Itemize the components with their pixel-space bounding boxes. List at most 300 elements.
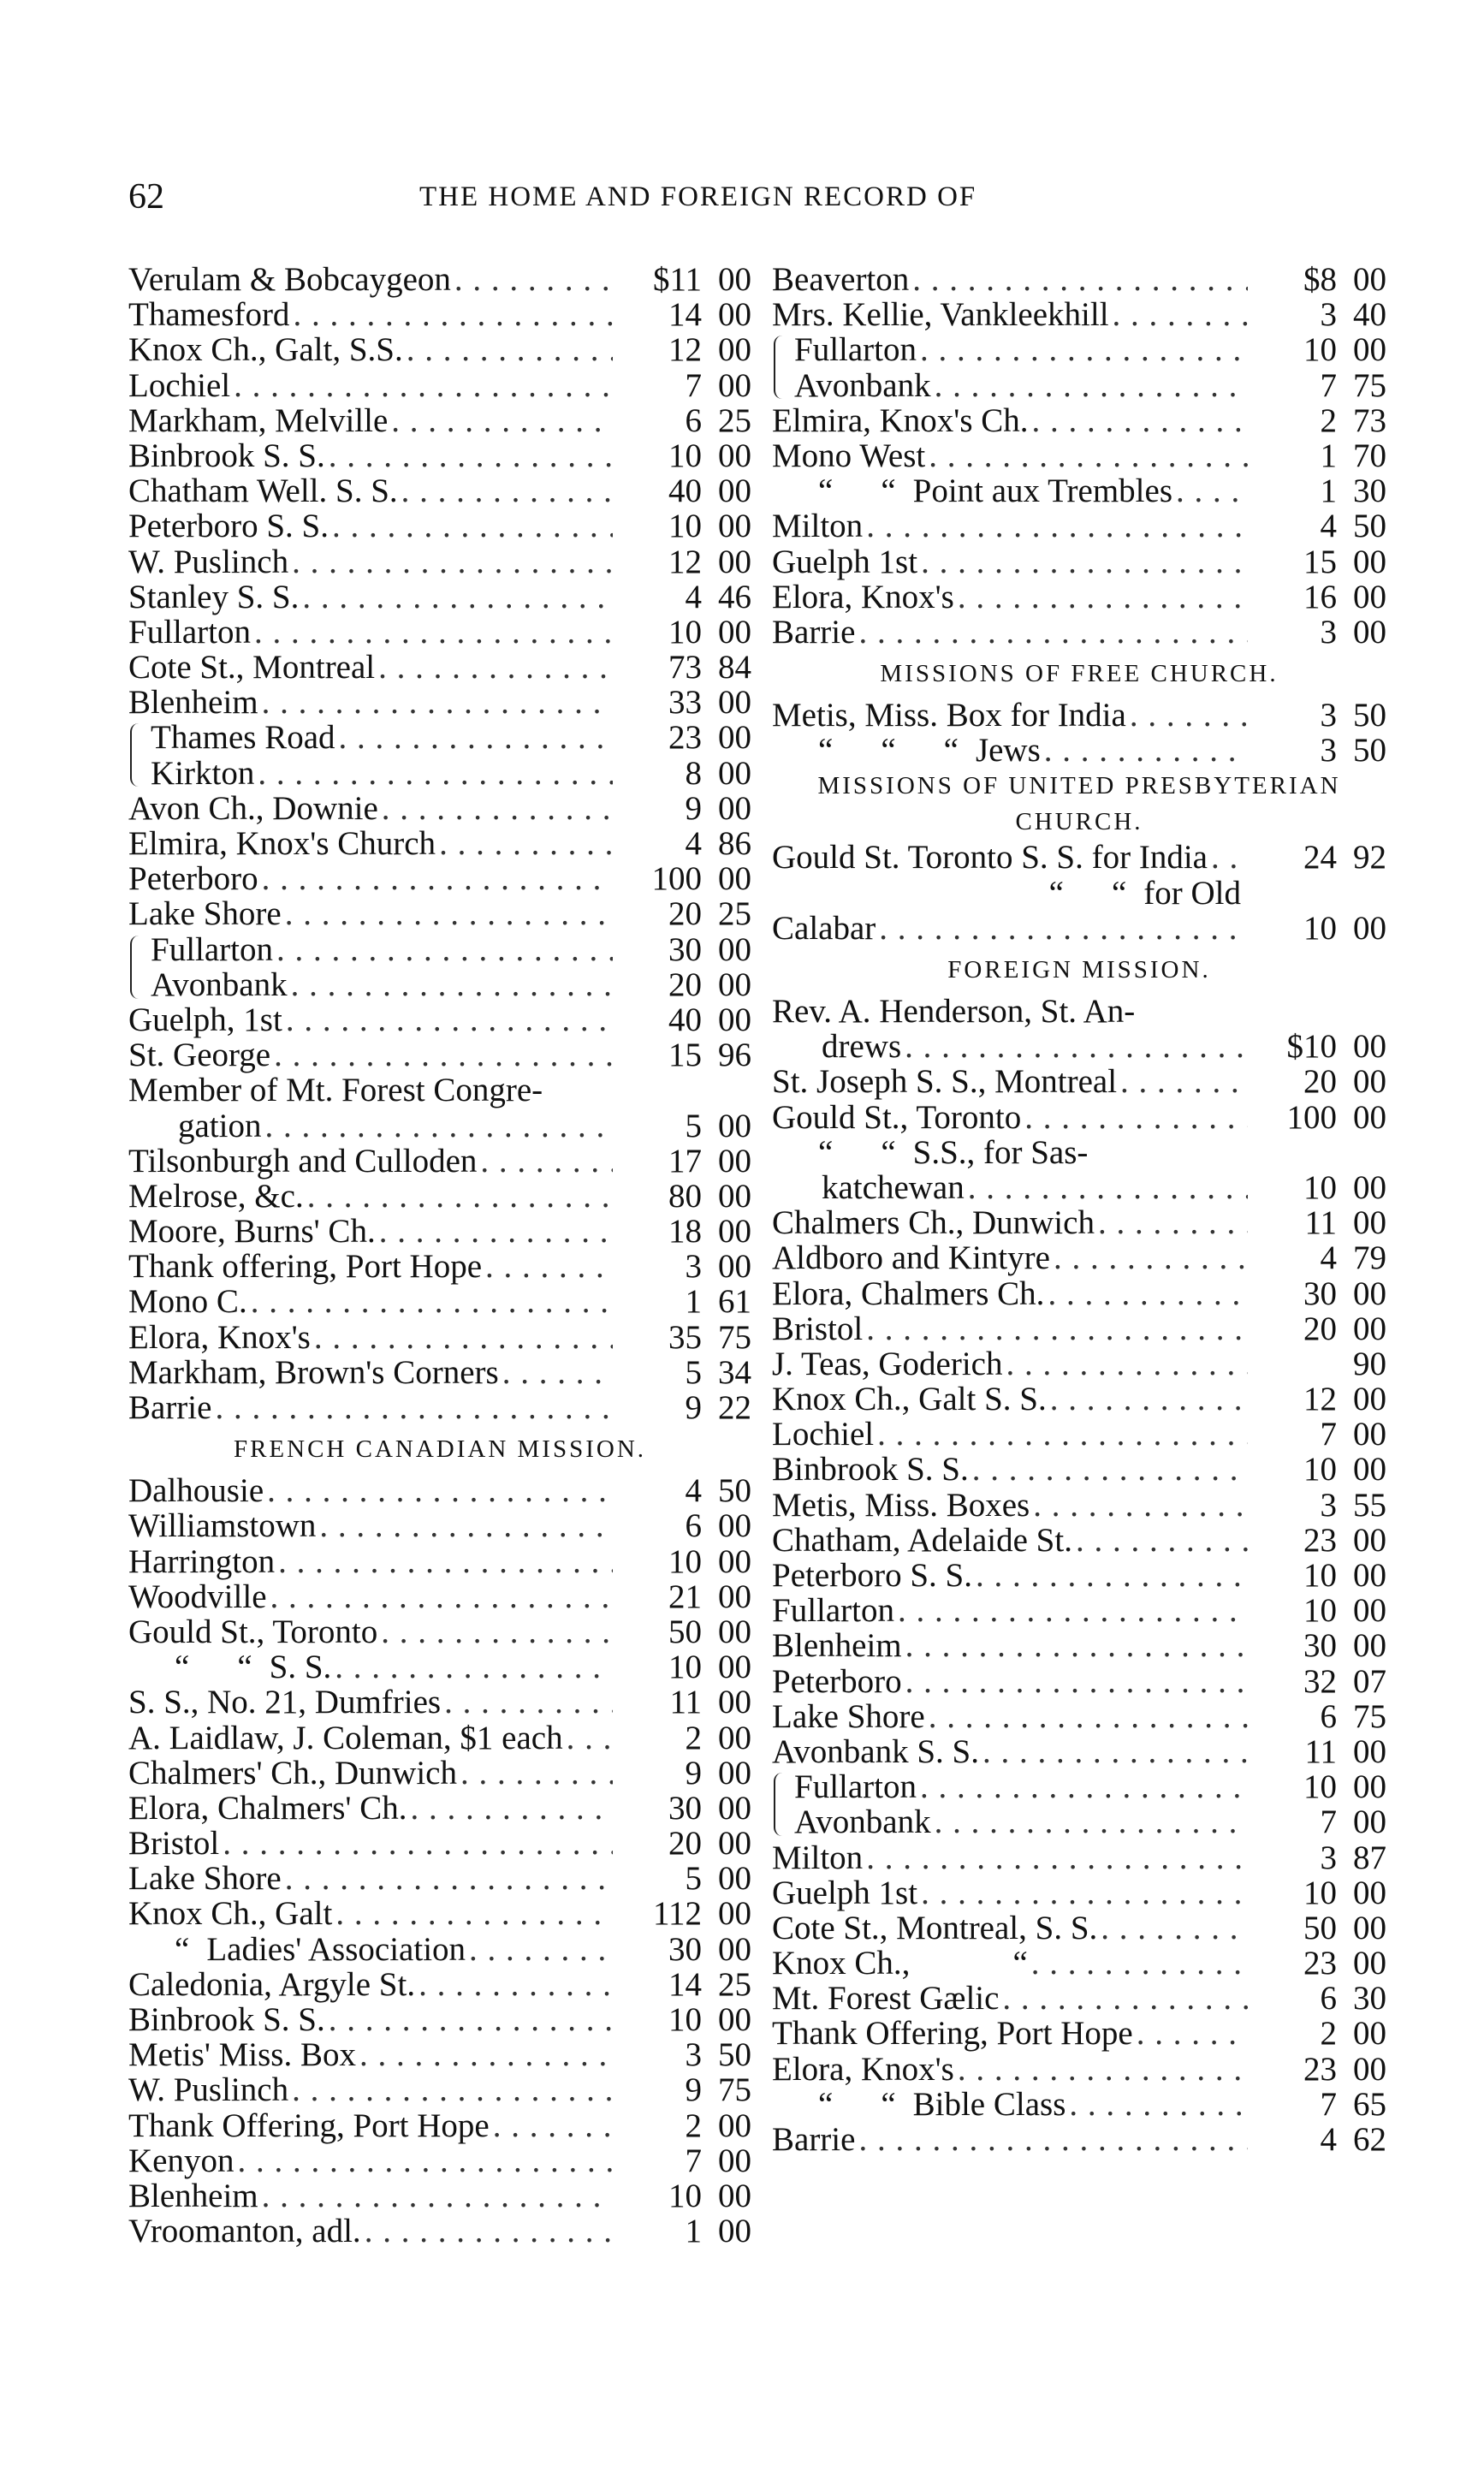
amount-dollars: 33 [668, 684, 702, 722]
entry-line [128, 1073, 751, 1108]
ledger-entry [128, 1614, 751, 1649]
ditto-marks [772, 1135, 913, 1170]
amount-dollars: 3 [1320, 1839, 1337, 1876]
amount-cents: 00 [1353, 1521, 1386, 1559]
entry-line [772, 297, 1386, 332]
ledger-entry [128, 1320, 751, 1355]
ditto-marks [1003, 876, 1144, 911]
leader-dots [920, 332, 1248, 367]
leader-dots [1002, 1981, 1248, 2016]
entry-name: Thank Offering, Port Hope [128, 2107, 490, 2144]
ledger-entry [128, 2108, 751, 2143]
entry-name: Moore, Burns' Ch. [128, 1213, 376, 1251]
amount-cents: 00 [718, 684, 751, 722]
entry-name: Beaverton [772, 261, 910, 298]
leader-dots [929, 1699, 1248, 1734]
ledger-entry [772, 1946, 1386, 1981]
leader-dots [278, 1544, 613, 1579]
entry-line [772, 2016, 1386, 2051]
entry-line [772, 1276, 1386, 1311]
leader-dots [567, 1720, 613, 1756]
amount-dollars: 7 [1320, 1416, 1337, 1453]
ledger-entry [128, 967, 751, 1002]
amount-dollars: 30 [668, 1930, 702, 1968]
leader-dots [378, 650, 613, 685]
ledger-entry [128, 1791, 751, 1826]
amount-dollars: 23 [1303, 1945, 1337, 1982]
ledger-entry [772, 1205, 1386, 1240]
ledger-entry [128, 1037, 751, 1073]
entry-name: St. Joseph S. S., Montreal [772, 1063, 1118, 1101]
amount-cents: 00 [1353, 1416, 1386, 1453]
entry-line [772, 1240, 1386, 1275]
entry-line [772, 544, 1386, 579]
leader-dots [292, 544, 613, 579]
leader-dots [905, 1628, 1248, 1663]
leader-dots [858, 2122, 1248, 2157]
amount-cents: 75 [718, 2071, 751, 2109]
amount-dollars: 9 [685, 789, 702, 827]
entry-name: Verulam & Bobcaygeon [128, 261, 451, 298]
amount-cents: 00 [718, 1930, 751, 1968]
entry-line [128, 1249, 751, 1284]
entry-line [128, 1508, 751, 1543]
entry-line [128, 332, 751, 367]
ledger-entry [772, 508, 1386, 544]
amount-dollars: 3 [1320, 697, 1337, 734]
leader-dots [480, 1144, 613, 1179]
leader-dots [251, 1284, 613, 1319]
ledger-entry [772, 1311, 1386, 1346]
amount-dollars: 17 [668, 1142, 702, 1180]
ledger-entry [128, 615, 751, 650]
entry-line [128, 2037, 751, 2072]
ditto-mark: “ [881, 1133, 896, 1171]
ledger-entry [772, 1488, 1386, 1523]
entry-name: Chalmers Ch., Dunwich [772, 1204, 1095, 1242]
ledger-entry [128, 650, 751, 685]
ditto-mark: “ [943, 732, 959, 770]
amount-dollars: 24 [1303, 839, 1337, 876]
entry-name-line: Member of Mt. Forest Congre- [128, 1072, 543, 1109]
amount-dollars: 1 [685, 2213, 702, 2250]
entry-line [772, 2087, 1386, 2122]
amount-dollars: 11 [1304, 1204, 1337, 1242]
entry-line [128, 544, 751, 579]
entry-name: Fullarton [151, 930, 273, 968]
entry-name: gation [178, 1107, 262, 1144]
amount-dollars: 12 [1303, 1381, 1337, 1418]
ledger-entry [128, 368, 751, 403]
ledger-entry [128, 1249, 751, 1284]
ledger-entry [772, 994, 1386, 1064]
ditto-mark: “ [818, 2085, 834, 2123]
ledger-entry [128, 1508, 751, 1543]
entry-name: S. S., No. 21, Dumfries [128, 1684, 442, 1721]
entry-line [128, 262, 751, 297]
entry-line [128, 1320, 751, 1355]
ledger-entry [128, 262, 751, 297]
leader-dots [958, 579, 1248, 615]
amount-cents: 00 [718, 1684, 751, 1721]
amount-cents: 40 [1353, 296, 1386, 334]
amount-dollars: 10 [1303, 1168, 1337, 1206]
amount-cents: 00 [718, 1789, 751, 1827]
amount-cents: 00 [718, 1001, 751, 1038]
entry-name: Blenheim [772, 1627, 902, 1665]
ledger-entry [128, 932, 751, 967]
entry-line [772, 1346, 1386, 1382]
amount-cents: 50 [718, 1472, 751, 1510]
entry-line [128, 1896, 751, 1931]
amount-dollars: 30 [1303, 1275, 1337, 1312]
entry-name: Avonbank [794, 366, 931, 404]
amount-cents: 90 [1353, 1345, 1386, 1382]
ledger-entry [128, 1390, 751, 1425]
entry-name: St. George [128, 1037, 271, 1074]
ledger-entry [772, 1558, 1386, 1593]
amount-cents: 25 [718, 401, 751, 439]
leader-dots [935, 368, 1248, 403]
entry-name: Binbrook S. S. [128, 437, 325, 474]
entry-line [772, 1558, 1386, 1593]
amount-cents: 07 [1353, 1662, 1386, 1700]
amount-dollars: 1 [1320, 437, 1337, 474]
ditto-mark: “ [818, 1133, 834, 1171]
amount-dollars: 10 [668, 2001, 702, 2038]
amount-dollars: 40 [668, 472, 702, 510]
leader-dots [215, 1390, 613, 1425]
entry-line [772, 1382, 1386, 1417]
leader-dots [286, 1002, 613, 1037]
leader-dots [1211, 840, 1248, 875]
entry-name: Fullarton [128, 613, 251, 651]
ledger-entry [772, 1417, 1386, 1452]
leader-dots [382, 791, 613, 826]
amount-cents: 75 [1353, 1697, 1386, 1735]
ledger-entry [772, 2087, 1386, 2122]
ledger-entry [128, 1179, 751, 1214]
entry-line [772, 1593, 1386, 1628]
amount-cents: 00 [718, 543, 751, 580]
entry-name: Guelph, 1st [128, 1001, 282, 1038]
amount-cents: 65 [1353, 2085, 1386, 2123]
entry-name: Milton [772, 508, 864, 545]
entry-name: Gould St., Toronto [128, 1613, 378, 1650]
ditto-mark: “ [1048, 874, 1064, 912]
entry-line [772, 579, 1386, 615]
entry-name: Binbrook S. S. [128, 2001, 325, 2038]
leader-dots [1098, 1205, 1248, 1240]
entry-line [772, 1699, 1386, 1734]
leader-dots [493, 2108, 613, 2143]
ledger-entry [128, 861, 751, 896]
leader-dots [293, 297, 613, 332]
ledger-entry [772, 733, 1386, 768]
leader-dots [1137, 2016, 1248, 2051]
amount-cents: 00 [718, 754, 751, 792]
entry-name: Thank Offering, Port Hope [772, 2015, 1133, 2053]
ledger-entry [128, 1826, 751, 1861]
entry-name: Thank offering, Port Hope [128, 1248, 483, 1286]
leader-dots [274, 1037, 613, 1073]
ledger-entry [772, 262, 1386, 297]
ditto-mark: “ [175, 1930, 190, 1968]
amount-cents: 61 [718, 1283, 751, 1321]
amount-cents: 75 [718, 1318, 751, 1356]
leader-dots [254, 615, 613, 650]
entry-line [128, 1144, 751, 1179]
entry-name: Guelph 1st [772, 543, 918, 580]
amount-dollars: 10 [1303, 331, 1337, 369]
entry-line [128, 932, 751, 967]
amount-dollars: 1 [685, 1283, 702, 1321]
entry-name: Jews [975, 732, 1041, 770]
leader-dots [1130, 698, 1248, 733]
amount-dollars: 20 [1303, 1310, 1337, 1347]
amount-cents: 62 [1353, 2121, 1386, 2158]
leader-dots [898, 1593, 1248, 1628]
entry-name: Lochiel [772, 1416, 875, 1453]
entry-line [772, 1664, 1386, 1699]
ledger-entry [772, 579, 1386, 615]
amount-cents: 00 [718, 472, 751, 510]
leader-dots [968, 1170, 1248, 1205]
amount-dollars: 14 [668, 296, 702, 334]
leader-dots [270, 1579, 613, 1614]
amount-dollars: 2 [685, 1719, 702, 1756]
ledger-entry [772, 1100, 1386, 1135]
amount-cents: 00 [1353, 331, 1386, 369]
entry-name: Stanley S. S. [128, 578, 300, 615]
entry-line [772, 1488, 1386, 1523]
ledger-entry [772, 698, 1386, 733]
page-number: 62 [128, 177, 164, 217]
entry-line [128, 1544, 751, 1579]
amount-dollars: 15 [668, 1037, 702, 1074]
leader-dots [912, 262, 1248, 297]
leader-dots [1113, 297, 1248, 332]
ledger-entry [128, 1720, 751, 1756]
ditto-mark: “ [881, 732, 896, 770]
entry-name: Blenheim [128, 684, 258, 722]
ledger-entry [128, 1073, 751, 1143]
amount-dollars: 100 [1286, 1098, 1337, 1136]
amount-dollars: 18 [668, 1213, 702, 1251]
ledger-entry [772, 1981, 1386, 2016]
amount-dollars: 20 [668, 1825, 702, 1863]
amount-dollars: 112 [652, 1895, 702, 1933]
amount-dollars: 4 [685, 578, 702, 615]
ledger-entry [128, 1649, 751, 1685]
leader-dots [335, 1649, 613, 1685]
ditto-mark: “ [818, 472, 834, 510]
leader-dots [314, 1320, 613, 1355]
entry-line [128, 1720, 751, 1756]
ledger-entry [128, 438, 751, 473]
ledger-entry [128, 1355, 751, 1390]
amount-cents: 00 [718, 1719, 751, 1756]
amount-cents: 30 [1353, 472, 1386, 510]
ledger-entry [128, 1896, 751, 1931]
amount-dollars: 10 [668, 508, 702, 545]
ledger-entry [772, 1452, 1386, 1487]
section-heading-free-church: MISSIONS OF FREE CHURCH. [880, 660, 1279, 688]
entry-name: Metis' Miss. Box [128, 2036, 356, 2074]
amount-dollars: 50 [1303, 1909, 1337, 1946]
amount-cents: 50 [1353, 697, 1386, 734]
entry-line [128, 1473, 751, 1508]
amount-cents: 00 [718, 860, 751, 898]
amount-dollars: 23 [1303, 1521, 1337, 1559]
amount-dollars: 10 [1303, 1592, 1337, 1630]
leader-dots [1032, 403, 1248, 438]
amount-cents: 00 [718, 966, 751, 1003]
amount-dollars: 3 [1320, 732, 1337, 770]
leader-dots [972, 1452, 1248, 1487]
ditto-mark: “ [881, 472, 896, 510]
amount-dollars: 2 [1320, 401, 1337, 439]
entry-line [772, 1628, 1386, 1663]
amount-cents: 00 [1353, 1063, 1386, 1101]
amount-dollars: 7 [685, 366, 702, 404]
entry-name: Avonbank [151, 966, 288, 1003]
ledger-entry [128, 508, 751, 544]
entry-name: Ladies' Association [206, 1930, 466, 1968]
entry-line [772, 911, 1386, 946]
leader-dots [1054, 1240, 1248, 1275]
ledger-entry [772, 1064, 1386, 1099]
ledger-entry [772, 1240, 1386, 1275]
leader-dots [485, 1249, 613, 1284]
entry-line [128, 2178, 751, 2214]
ledger-entry [772, 297, 1386, 332]
ledger-entry [772, 2122, 1386, 2157]
entry-name: Lake Shore [128, 1860, 282, 1898]
ledger-entry [128, 1284, 751, 1319]
entry-name: Bristol [772, 1310, 864, 1347]
amount-cents: 00 [718, 1895, 751, 1933]
entry-line [772, 1769, 1386, 1804]
entry-line [128, 826, 751, 861]
ledger-entry [128, 2037, 751, 2072]
entry-name: Milton [772, 1839, 864, 1876]
entry-name: Caledonia, Argyle St. [128, 1965, 416, 2003]
ledger-entry [772, 840, 1386, 875]
amount-cents: 00 [718, 508, 751, 545]
ledger-entry [128, 1579, 751, 1614]
ledger-entry [772, 1382, 1386, 1417]
leader-dots [329, 2002, 613, 2037]
ditto-marks [772, 733, 976, 768]
leader-dots [976, 1558, 1248, 1593]
amount-dollars: 35 [668, 1318, 702, 1356]
entry-line [772, 698, 1386, 733]
ledger-entry [772, 1593, 1386, 1628]
amount-cents: 00 [1353, 543, 1386, 580]
entry-line [128, 1108, 751, 1144]
amount-cents: 00 [718, 437, 751, 474]
entry-name: Dalhousie [128, 1472, 264, 1510]
leader-dots [879, 911, 1248, 946]
leader-dots [935, 1804, 1248, 1839]
entry-name: Knox Ch., Galt S. S. [772, 1381, 1047, 1418]
amount-cents: 00 [1353, 613, 1386, 651]
ledger-entry [772, 368, 1386, 403]
amount-dollars: 10 [668, 1542, 702, 1580]
leader-dots [291, 967, 613, 1002]
entry-line [128, 685, 751, 720]
entry-name: Chalmers' Ch., Dunwich [128, 1754, 457, 1792]
leader-dots [1006, 1346, 1248, 1382]
amount-dollars: 10 [1303, 1768, 1337, 1806]
ledger-entry [772, 1135, 1386, 1205]
entry-name-line: Rev. A. Henderson, St. An- [772, 993, 1136, 1030]
leader-dots [460, 1756, 613, 1791]
ledger-entry [772, 1875, 1386, 1910]
amount-dollars: 9 [685, 1754, 702, 1792]
leader-dots [319, 1508, 613, 1543]
ditto-mark: “ [818, 732, 834, 770]
entry-line [128, 861, 751, 896]
amount-cents: 00 [1353, 1874, 1386, 1911]
ditto-marks [128, 1649, 270, 1685]
entry-line [128, 579, 751, 615]
entry-name: Metis, Miss. Boxes [772, 1486, 1030, 1524]
amount-cents: 50 [1353, 732, 1386, 770]
amount-cents: 00 [1353, 1627, 1386, 1665]
leader-dots [920, 1769, 1248, 1804]
entry-name: Markham, Melville [128, 401, 389, 439]
ledger-entry [772, 2052, 1386, 2087]
amount-cents: 70 [1353, 437, 1386, 474]
entry-name: Gould St. Toronto S. S. for India [772, 839, 1208, 876]
ledger-entry [772, 876, 1386, 946]
amount-cents: 25 [718, 1965, 751, 2003]
amount-cents: 00 [718, 1507, 751, 1545]
amount-cents: 00 [718, 331, 751, 369]
ledger-entry [128, 1932, 751, 1967]
entry-line [128, 473, 751, 508]
entry-line [128, 1685, 751, 1720]
leader-dots [866, 1840, 1248, 1875]
amount-cents: 00 [1353, 1909, 1386, 1946]
entry-line [128, 1002, 751, 1037]
amount-dollars: 12 [668, 543, 702, 580]
entry-name: Mrs. Kellie, Vankleekhill [772, 296, 1109, 334]
amount-cents: 00 [1353, 1451, 1386, 1489]
entry-name: Fullarton [794, 1768, 917, 1806]
ledger-entry [772, 1840, 1386, 1875]
amount-dollars: 50 [668, 1613, 702, 1650]
ledger-entry [772, 1628, 1386, 1663]
leader-dots [1176, 473, 1248, 508]
leader-dots [264, 1108, 613, 1144]
entry-line [772, 1910, 1386, 1946]
leader-dots [1101, 1910, 1248, 1946]
amount-cents: 00 [718, 1578, 751, 1615]
amount-dollars: 73 [668, 649, 702, 686]
leader-dots [359, 2037, 613, 2072]
amount-dollars: 6 [1320, 1697, 1337, 1735]
ditto-mark: “ [1012, 1945, 1028, 1982]
amount-cents: 84 [718, 649, 751, 686]
leader-dots [237, 2143, 613, 2178]
leader-dots [285, 1861, 613, 1896]
entry-line [128, 1579, 751, 1614]
leader-dots [332, 508, 613, 544]
leader-dots [921, 1875, 1248, 1910]
